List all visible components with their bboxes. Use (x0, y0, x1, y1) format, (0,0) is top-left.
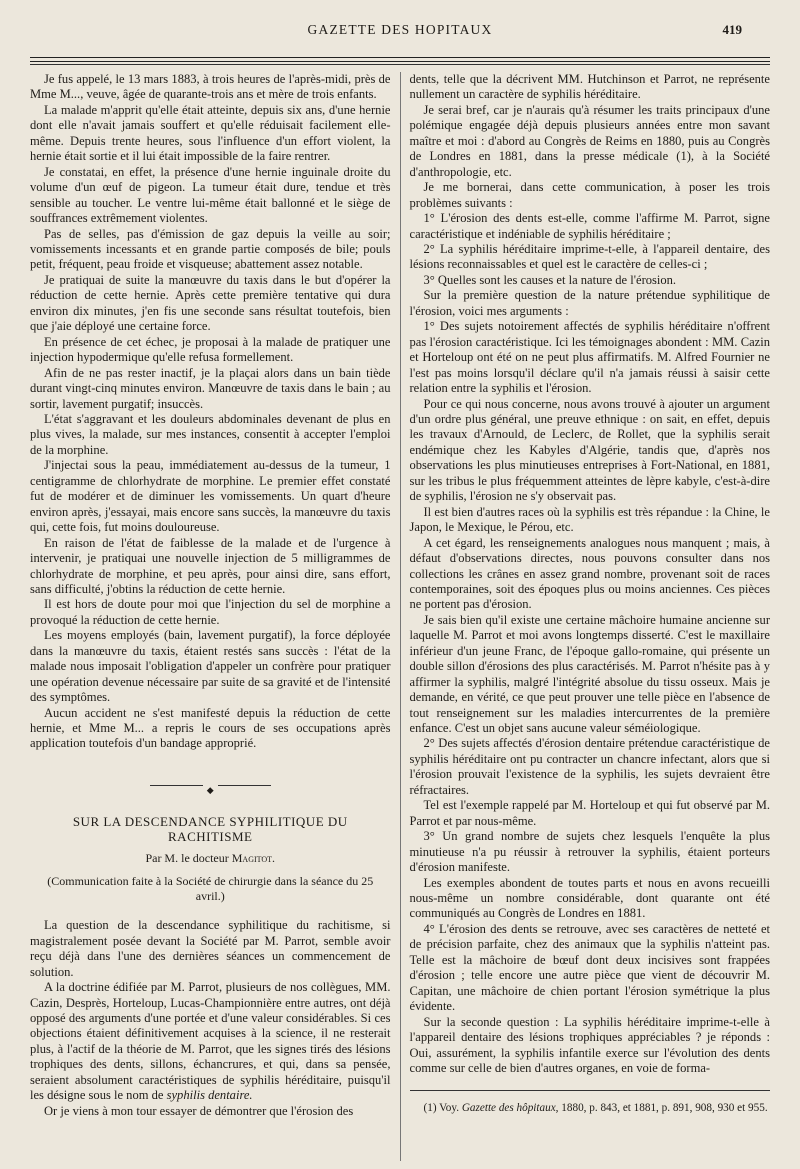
paragraph: A cet égard, les renseignements analogues nous manquent ; mais, à défaut d'observations directes, nous pouvons consulter dans nos collections les crânes en assez grand nombre, provenant soit de races contemporaines, soit des époques plus ou moins anciennes. Ces pièces ne portent pas d'érosion. (409, 535, 770, 612)
running-title: GAZETTE DES HOPITAUX (307, 22, 493, 37)
paragraph: En raison de l'état de faiblesse de la malade et de l'urgence à intervenir, je pratiquai une nouvelle injection de 5 milligrammes de chlorhydrate de morphine, et peu après, pour ainsi dire, sans effort, sans difficulté, j'obtins la réduction de cette hernie. (30, 535, 391, 596)
paragraph: 4° L'érosion des dents se retrouve, avec ses caractères de netteté et de précision parfaite, chez des animaux que la syphilis n'atteint pas. Telle est la mâchoire de bœuf dont deux incisives sont frappées d'érosion ; telle encore une autre pièce que vient de découvrir M. Capitan, une mâchoire de chien portant l'érosion symétrique la plus évidente. (409, 921, 770, 1014)
paragraph: 3° Quelles sont les causes et la nature de l'érosion. (423, 272, 677, 287)
text-columns (30, 72, 770, 1161)
footnote (410, 1101, 771, 1115)
paragraph: dents, telle que la décrivent MM. Hutchinson et Parrot, ne représente nullement un caractère de syphilis héréditaire. (409, 72, 770, 102)
page-number: 419 (722, 22, 742, 37)
paragraph: Je fus appelé, le 13 mars 1883, à trois heures de l'après-midi, près de Mme M..., veuve, âgée de quarante-trois ans et mère de trois enfants. (30, 72, 391, 102)
paragraph: 3° Un grand nombre de sujets chez lesquels l'enquête la plus minutieuse n'a pu réussir à retrouver la syphilis, étaient porteurs d'érosion manifeste. (409, 829, 770, 875)
paragraph: En présence de cet échec, je proposai à la malade de pratiquer une injection hypodermique qu'elle refusa formellement. (30, 334, 391, 365)
paragraph: Il est bien d'autres races où la syphilis est très répandue : la Chine, le Japon, le Mexique, le Pérou, etc. (409, 504, 770, 535)
paragraph: La malade m'apprit qu'elle était atteinte, depuis six ans, d'une hernie dont elle n'avait jamais souffert et qu'elle réduisait facilement elle-même. Depuis trente heures, sous l'influence d'un effort violent, la hernie était sortie et il lui était impossible de la faire rentrer. (30, 102, 391, 164)
article-title: SUR LA DESCENDANCE SYPHILITIQUE DU RACHITISME (72, 813, 348, 845)
byline-prefix: Par M. le docteur (145, 850, 229, 865)
author-name: Magitot. (231, 850, 276, 865)
diamond-ornament-icon: ◆ (203, 785, 218, 795)
paragraph: La question de la descendance syphilitique du rachitisme, si magistralement posée devant la Société par M. Parrot, semble avoir reçu déjà dans l'une des dernières séances un commencement de solution. (30, 918, 391, 979)
footnote-prefix: (1) Voy. (423, 1102, 460, 1115)
paragraph: Je serai bref, car je n'aurais qu'à résumer les traits principaux d'une polémique engagée déjà depuis plusieurs années entre mon savant maître et moi : d'abord au Congrès de Reims en 1880, puis au Congrès de Londres en 1881, dans la presse médicale (1), à la Société d'anthropologie, etc. (409, 102, 770, 179)
paragraph: Pour ce qui nous concerne, nous avons trouvé à ajouter un argument d'un ordre plus général, une preuve ethnique : on sait, en effet, depuis les travaux d'Arnould, de Leclerc, de Rollet, que la syphilis serait endémique chez les Kabyles d'Algérie, tandis que, d'après nos observations les plus minutieuses entreprises à Fort-National, en 1881, sur les tribus le plus fréquemment atteintes de lèpre kabyle, c'est-à-dire de syphilis, l'érosion ne s'y observait pas. (409, 396, 770, 504)
paragraph: Je pratiquai de suite la manœuvre du taxis dans le but d'opérer la réduction de cette hernie. Après cette première tentative qui dura environ dix minutes, j'en fis une seconde sans résultat toutefois, bien que j'aie déployé une certaine force. (30, 272, 391, 334)
paragraph: Aucun accident ne s'est manifesté depuis la réduction de cette hernie, et Mme M... a repris le cours de ses occupations après application toutefois d'un bandage approprié. (30, 705, 391, 751)
paragraph: Pas de selles, pas d'émission de gaz depuis la veille au soir; vomissements incessants et en grande partie composés de bile; pouls petit, fréquent, peau froide et visqueuse; abattement assez notable. (30, 226, 391, 272)
paragraph: Je sais bien qu'il existe une certaine mâchoire humaine ancienne sur laquelle M. Parrot et moi avons longtemps disserté. C'est le maxillaire inférieur d'un jeune Franc, de l'époque gallo-romaine, qui présente un double sillon d'érosions des plus caractérisés. M. Parrot n'hésite pas à y affirmer la syphilis, malgré l'intégrité absolue du tissu osseux. Mais je demande, en vérité, ce que peut prouver une telle pièce en l'absence de tout renseignement sur les maladies intercurrentes de la première enfance. C'est un objet sans aucune valeur séméiologique. (409, 612, 770, 736)
paragraph-text: A la doctrine édifiée par M. Parrot, plusieurs de nos collègues, MM. Cazin, Desprès, Horteloup, Lucas-Championnière entre autres, ont déjà opposé des arguments d'une portée et d'une valeur considérables. Si ces objections étaient définitivement acquises à la science, il ne resterait plus, à l'actif de la théorie de M. Parrot, que les signes tirés des lésions trophiques des dents, sillons, échancrures, et qui, dans sa pensée, seraient absolument caractéristiques de syphilis héréditaire, puisqu'il les désigne sous le nom de (30, 980, 391, 1103)
section-separator (30, 782, 391, 795)
header-thin-rule (30, 64, 770, 65)
paragraph: 1° L'érosion des dents est-elle, comme l'affirme M. Parrot, signe caractéristique et indéniable de syphilis héréditaire ; (409, 211, 770, 241)
footnote-journal: Gazette des hôpitaux, (461, 1102, 559, 1115)
paragraph: J'injectai sous la peau, immédiatement au-dessus de la tumeur, 1 centigramme de chlorhydrate de morphine. Le premier effet constaté fut de modérer et de diminuer les vomissements. Un quart d'heure environ après, j'essayai, mais encore sans succès, la manœuvre du taxis qui, cette fois, fut moins douloureuse. (30, 458, 391, 535)
paragraph: 2° Des sujets affectés d'érosion dentaire prétendue caractéristique de syphilis héréditaire ont pu contracter un chancre infectant, alors que si l'érosion prouvait l'existence de la syphilis, les sujets devraient être réfractaires. (409, 736, 770, 797)
paragraph: Or je viens à mon tour essayer de démontrer que l'érosion des (44, 1103, 354, 1118)
paragraph: Les moyens employés (bain, lavement purgatif), la force déployée dans la manœuvre du taxis, étaient restés sans succès : l'état de la malade nous imposait l'obligation d'appeler un confrère pour pratiquer une opération devenue nécessaire par suite de sa gravité et de l'intensité des symptômes. (30, 628, 391, 705)
footnote-reference: 1880, p. 843, et 1881, p. 891, 908, 930 et 955. (561, 1102, 768, 1115)
paragraph (30, 980, 391, 1104)
header-double-rule (30, 57, 770, 62)
paragraph: Sur la seconde question : La syphilis héréditaire imprime-t-elle à l'appareil dentaire des lésions trophiques appréciables ? je réponds : Oui, assurément, la syphilis infantile exerce sur l'évolution des dents comme sur celle de bien d'autres organes, en voie de forma- (409, 1014, 770, 1075)
paragraph: Il est hors de doute pour moi que l'injection du sel de morphine a provoqué la réduction de cette hernie. (30, 597, 391, 627)
left-column (30, 72, 401, 1161)
paragraph: 1° Des sujets notoirement affectés de syphilis héréditaire n'offrent pas l'érosion caractéristique. Ici les témoignages abondent : MM. Cazin et Horteloup ont été on ne peut plus affirmatifs. M. Alfred Fournier ne l'est pas moins lorsqu'il déclare qu'il n'a jamais réussi à saisir cette relation entre la syphilis et l'érosion. (409, 319, 770, 396)
communication-note: (Communication faite à la Société de chirurgie dans la séance du 25 avril.) (47, 874, 374, 904)
italic-term: syphilis dentaire. (166, 1088, 253, 1103)
paragraph: Tel est l'exemple rappelé par M. Horteloup et qui fut observé par M. Parrot et par nous-même. (409, 798, 770, 828)
paragraph: 2° La syphilis héréditaire imprime-t-elle, à l'appareil dentaire, des lésions reconnaissables et quel est le caractère de celles-ci ; (409, 241, 770, 272)
article-byline (30, 851, 391, 866)
page-header (30, 0, 770, 40)
paragraph: Les exemples abondent de toutes parts et nous en avons recueilli nous-même un nombre considérable, dont quarante ont été communiqués au Congrès de Londres en 1881. (409, 875, 770, 921)
right-column (401, 72, 771, 1161)
paragraph: Je constatai, en effet, la présence d'une hernie inguinale droite du volume d'un œuf de pigeon. La tumeur était dure, tendue et très sensible au toucher. Le ventre lui-même était ballonné et le siège de souffrances extrêmement violentes. (30, 164, 391, 226)
paragraph: L'état s'aggravant et les douleurs abdominales devenant de plus en plus vives, la malade, sur mes instances, consentit à accepter l'emploi de la morphine. (30, 411, 391, 457)
footnote-rule (410, 1090, 771, 1091)
paragraph: Je me bornerai, dans cette communication, à poser les trois problèmes suivants : (409, 180, 770, 210)
paragraph: Sur la première question de la nature prétendue syphilitique de l'érosion, voici mes arguments : (409, 288, 770, 318)
paragraph: Afin de ne pas rester inactif, je la plaçai alors dans un bain tiède durant vingt-cinq minutes environ. Manœuvre de taxis dans le bain ; au sortir, lavement purgatif; insuccès. (30, 365, 391, 411)
